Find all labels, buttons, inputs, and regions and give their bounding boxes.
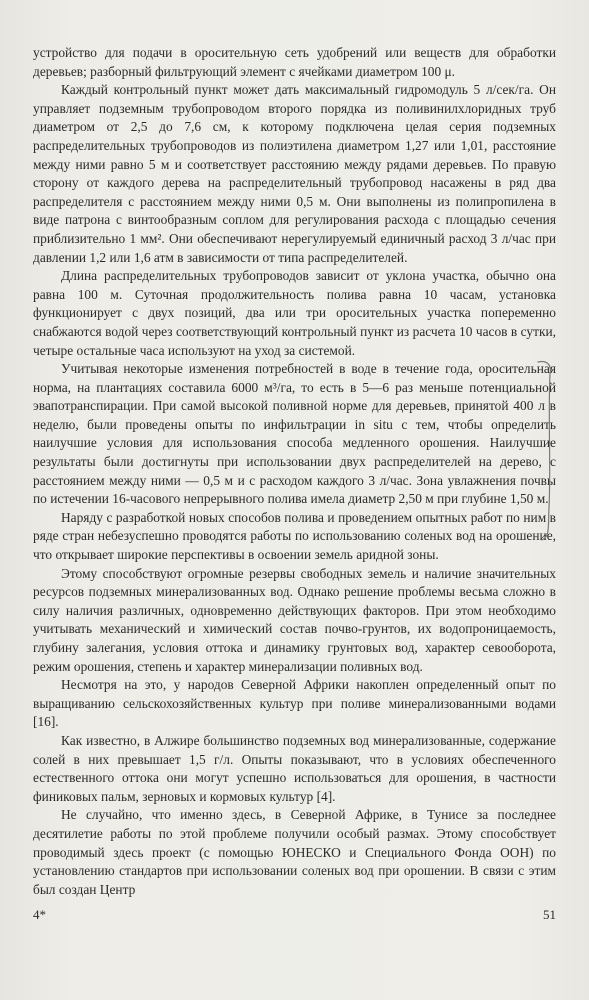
- paragraph-5: Наряду с разработкой новых способов полива и проведением опытных работ по ним в ряде стран небезуспешно проводятся работы по использованию соленых вод на орошение, что открывает широкие перспективы в освоении земель аридной зоны.: [33, 509, 556, 563]
- body-text: [33, 44, 556, 899]
- page-footer: [33, 907, 556, 923]
- paragraph-8: Как известно, в Алжире большинство подземных вод минерализованные, содержание солей в них превышает 1,5 г/л. Опыты показывают, что в условиях обеспеченного естественного оттока они могут успешно использоваться для орошения, в частности финиковых пальм, зерновых и кормовых культур [4].: [33, 732, 556, 804]
- pencil-margin-bracket: [536, 358, 562, 544]
- paragraph-1: устройство для подачи в оросительную сеть удобрений или веществ для обработки деревьев; разборный фильтрующий элемент с ячейками диаметром 100 μ.: [33, 45, 556, 79]
- paragraph-7: Несмотря на это, у народов Северной Африки накоплен определенный опыт по выращиванию сельскохозяйственных культур при поливе минерализованными водами [16].: [33, 677, 556, 730]
- page-number: 51: [543, 907, 556, 922]
- signature-mark: 4*: [33, 907, 46, 922]
- paragraph-6: Этому способствуют огромные резервы свободных земель и наличие значительных ресурсов подземных минерализованных вод. Однако решение проблемы весьма сложно в силу наличия различных, одновременно действующих факторов. При этом необходимо учитывать механический и химический состав почво-грунтов, их водопроницаемость, глубину залегания, условия оттока и динамику грунтовых вод, характер севооборота, режим орошения, степень и характер минерализации поливных вод.: [33, 565, 556, 674]
- paragraph-9: Не случайно, что именно здесь, в Северной Африке, в Тунисе за последнее десятилетие работы по этой проблеме получили особый размах. Этому способствует проводимый здесь проект (с помощью ЮНЕСКО и Специального Фонда ООН) по установлению стандартов при использовании соленых вод при орошении. В связи с этим был создан Центр: [33, 807, 556, 897]
- paragraph-2: Каждый контрольный пункт может дать максимальный гидромодуль 5 л/сек/га. Он управляет подземным трубопроводом второго порядка из поливинилхлоридных труб диаметром от 2,5 до 7,6 см, к которому подключена целая серия подземных распределительных трубопроводов из полиэтилена диаметром 1,27 или 1,01, расстояние между ними равно 5 м и соответствует расстоянию между рядами деревьев. По правую сторону от каждого дерева на распределительный трубопровод насажены в ряд два распределителя с расстоянием между ними 0,5 м. Они выполнены из полипропилена в виде патрона с винтообразным соплом для регулирования расхода с площадью сечения приблизительно 1 мм². Они обеспечивают нерегулируемый единичный расход 3 л/час при давлении 1,2 или 1,6 атм в зависимости от типа распределителей.: [33, 82, 556, 265]
- paragraph-3: Длина распределительных трубопроводов зависит от уклона участка, обычно она равна 100 м. Суточная продолжительность полива равна 10 часам, установка функционирует с двух позиций, два или три оросительных участка попеременно снабжаются водой через соответствующий контрольный пункт из расчета 10 часов в сутки, четыре остальные часа используют на уход за системой.: [33, 268, 556, 358]
- paragraph-4: Учитывая некоторые изменения потребностей в воде в течение года, оросительная норма, на плантациях составила 6000 м³/га, то есть в 5—6 раз меньше потенциальной эвапотранспирации. При самой высокой поливной норме для деревьев, принятой 400 л в неделю, были проведены опыты по инфильтрации in situ с тем, чтобы определить наилучшие условия для использования способа медленного орошения. Наилучшие результаты были достигнуты при использовании двух распределителей на дерево, с расстоянием между ними — 0,5 м и с расходом каждого 3 л/час. Зона увлажнения почвы по истечении 16-часового непрерывного полива имела диаметр 2,50 м при глубине 1,50 м.: [33, 361, 556, 507]
